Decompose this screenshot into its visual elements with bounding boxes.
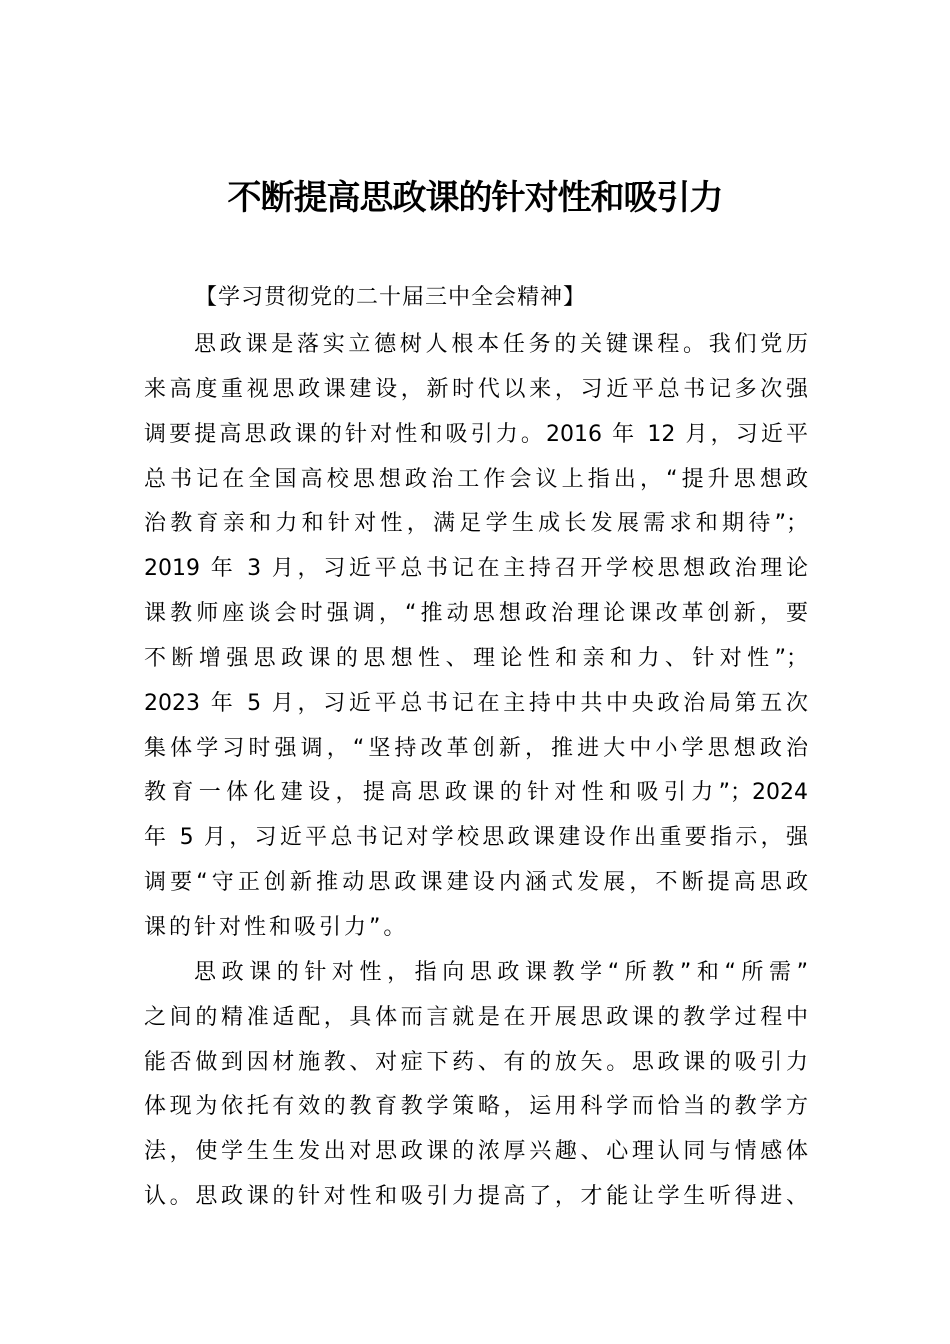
text-line: 集体学习时强调，“坚持改革创新，推进大中小学思想政治 xyxy=(144,735,808,761)
text-line: 课教师座谈会时强调，“推动思想政治理论课改革创新，要 xyxy=(144,601,808,627)
text-line: 总书记在全国高校思想政治工作会议上指出，“提升思想政 xyxy=(144,466,808,492)
text-line: 体现为依托有效的教育教学策略，运用科学而恰当的教学方 xyxy=(144,1094,808,1120)
text-line: 认。思政课的针对性和吸引力提高了，才能让学生听得进、 xyxy=(144,1184,808,1210)
text-line: 不断增强思政课的思想性、理论性和亲和力、针对性”； xyxy=(144,645,808,671)
text-line: 课的针对性和吸引力”。 xyxy=(144,914,409,940)
text-line: 思政课是落实立德树人根本任务的关键课程。我们党历 xyxy=(194,332,808,357)
text-line: 治教育亲和力和针对性，满足学生成长发展需求和期待”； xyxy=(144,511,808,537)
text-line: 思政课的针对性，指向思政课教学“所教”和“所需” xyxy=(194,959,808,985)
document-body xyxy=(144,323,808,1220)
paragraph-1 xyxy=(144,323,808,951)
text-line: 能否做到因材施教、对症下药、有的放矢。思政课的吸引力 xyxy=(144,1049,808,1075)
text-line: 年 5 月，习近平总书记对学校思政课建设作出重要指示，强 xyxy=(144,825,808,851)
text-line: 之间的精准适配，具体而言就是在开展思政课的教学过程中 xyxy=(144,1004,808,1030)
document-title: 不断提高思政课的针对性和吸引力 xyxy=(227,178,723,218)
text-line: 2019 年 3 月，习近平总书记在主持召开学校思想政治理论 xyxy=(144,556,808,582)
text-line: 来高度重视思政课建设，新时代以来，习近平总书记多次强 xyxy=(144,376,808,402)
paragraph-2 xyxy=(144,951,808,1220)
text-line: 法，使学生生发出对思政课的浓厚兴趣、心理认同与情感体 xyxy=(144,1139,808,1165)
text-line: 2023 年 5 月，习近平总书记在主持中共中央政治局第五次 xyxy=(144,690,808,716)
text-line: 教育一体化建设，提高思政课的针对性和吸引力”；2024 xyxy=(144,780,808,806)
text-line: 调要“守正创新推动思政课建设内涵式发展，不断提高思政 xyxy=(144,870,808,896)
text-line: 调要提高思政课的针对性和吸引力。2016 年 12 月，习近平 xyxy=(144,421,808,447)
section-heading: 【学习贯彻党的二十届三中全会精神】 xyxy=(195,285,587,310)
